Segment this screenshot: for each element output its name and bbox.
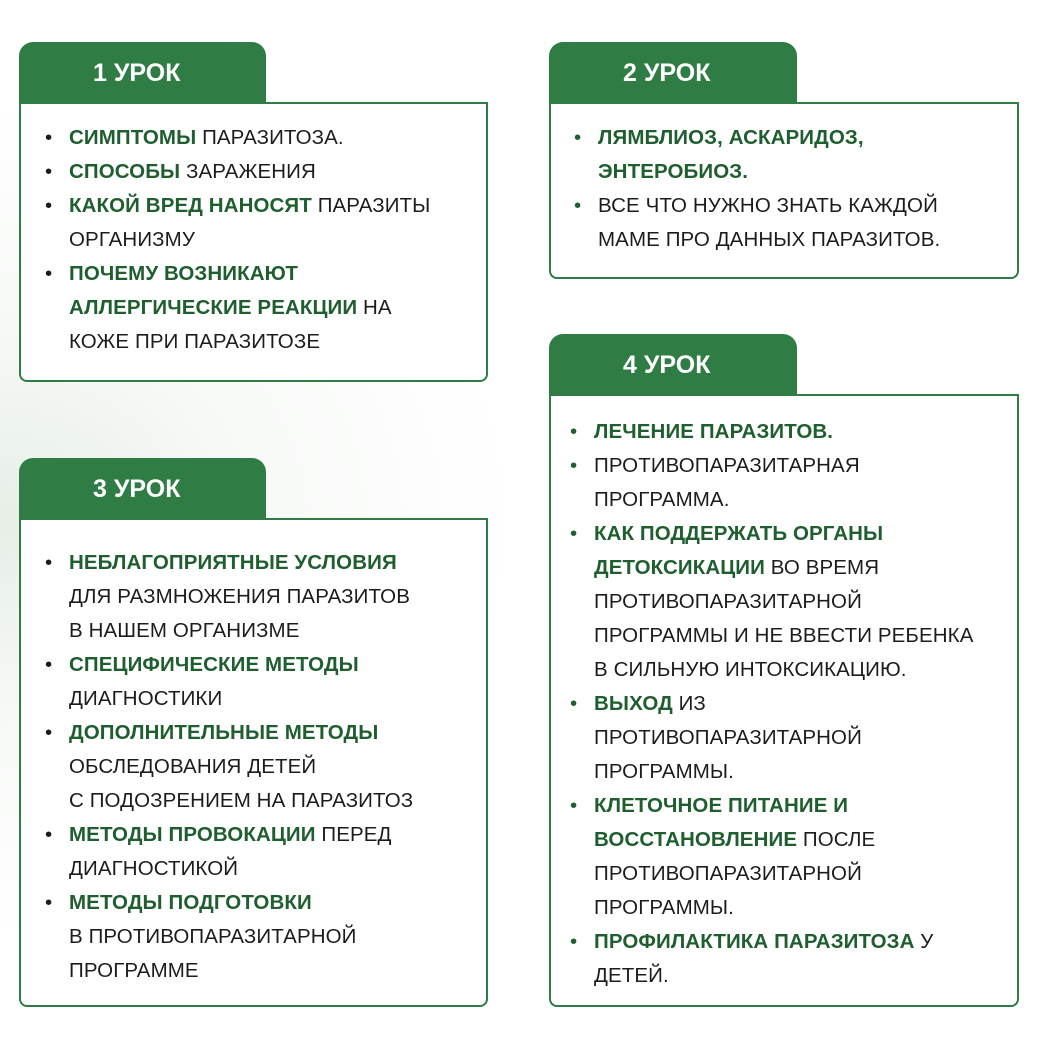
list-item: • КЛЕТОЧНОЕ ПИТАНИЕ И ВОССТАНОВЛЕНИЕ ПОСЛЕ ПРОТИВОПАРАЗИТАРНОЙ ПРОГРАММЫ. — [569, 789, 1017, 925]
lesson-1-title: 1 УРОК — [19, 42, 266, 104]
list-item: • СПОСОБЫ ЗАРАЖЕНИЯ — [44, 155, 486, 189]
list-item: • ПОЧЕМУ ВОЗНИКАЮТ АЛЛЕРГИЧЕСКИЕ РЕАКЦИИ НА КОЖЕ ПРИ ПАРАЗИТОЗЕ — [44, 257, 486, 359]
list-item: • ЛЯМБЛИОЗ, АСКАРИДОЗ, ЭНТЕРОБИОЗ. — [573, 121, 1017, 189]
list-item: • ДОПОЛНИТЕЛЬНЫЕ МЕТОДЫ ОБСЛЕДОВАНИЯ ДЕТЕЙ С ПОДОЗРЕНИЕМ НА ПАРАЗИТОЗ — [44, 716, 486, 818]
list-item: • СПЕЦИФИЧЕСКИЕ МЕТОДЫ ДИАГНОСТИКИ — [44, 648, 486, 716]
list-item: • ПРОТИВОПАРАЗИТАРНАЯ ПРОГРАММА. — [569, 449, 1017, 517]
lesson-4-title: 4 УРОК — [549, 334, 797, 396]
list-item: • ВСЕ ЧТО НУЖНО ЗНАТЬ КАЖДОЙ МАМЕ ПРО ДАННЫХ ПАРАЗИТОВ. — [573, 189, 1017, 257]
list-item: • НЕБЛАГОПРИЯТНЫЕ УСЛОВИЯ ДЛЯ РАЗМНОЖЕНИЯ ПАРАЗИТОВ В НАШЕМ ОРГАНИЗМЕ — [44, 546, 486, 648]
lesson-3-title: 3 УРОК — [19, 458, 266, 520]
lesson-1-card — [19, 102, 488, 382]
list-item: • ВЫХОД ИЗ ПРОТИВОПАРАЗИТАРНОЙ ПРОГРАММЫ. — [569, 687, 1017, 789]
lesson-4-card — [549, 394, 1019, 1007]
lesson-4-list — [569, 415, 1017, 993]
lesson-2-card — [549, 102, 1019, 279]
lesson-1-list — [44, 121, 486, 359]
list-item: • КАКОЙ ВРЕД НАНОСЯТ ПАРАЗИТЫ ОРГАНИЗМУ — [44, 189, 486, 257]
list-item: • МЕТОДЫ ПРОВОКАЦИИ ПЕРЕД ДИАГНОСТИКОЙ — [44, 818, 486, 886]
list-item: • МЕТОДЫ ПОДГОТОВКИ В ПРОТИВОПАРАЗИТАРНОЙ ПРОГРАММЕ — [44, 886, 486, 988]
list-item: • ПРОФИЛАКТИКА ПАРАЗИТОЗА У ДЕТЕЙ. — [569, 925, 1017, 993]
lesson-2-title: 2 УРОК — [549, 42, 797, 104]
list-item: • СИМПТОМЫ ПАРАЗИТОЗА. — [44, 121, 486, 155]
lesson-3-list — [44, 546, 486, 988]
lesson-2-list — [573, 121, 1017, 257]
list-item: • КАК ПОДДЕРЖАТЬ ОРГАНЫ ДЕТОКСИКАЦИИ ВО ВРЕМЯ ПРОТИВОПАРАЗИТАРНОЙ ПРОГРАММЫ И НЕ ВВЕСТИ РЕБЕНКА В СИЛЬНУЮ ИНТОКСИКАЦИЮ. — [569, 517, 1017, 687]
lesson-3-card — [19, 518, 488, 1007]
list-item: • ЛЕЧЕНИЕ ПАРАЗИТОВ. — [569, 415, 1017, 449]
